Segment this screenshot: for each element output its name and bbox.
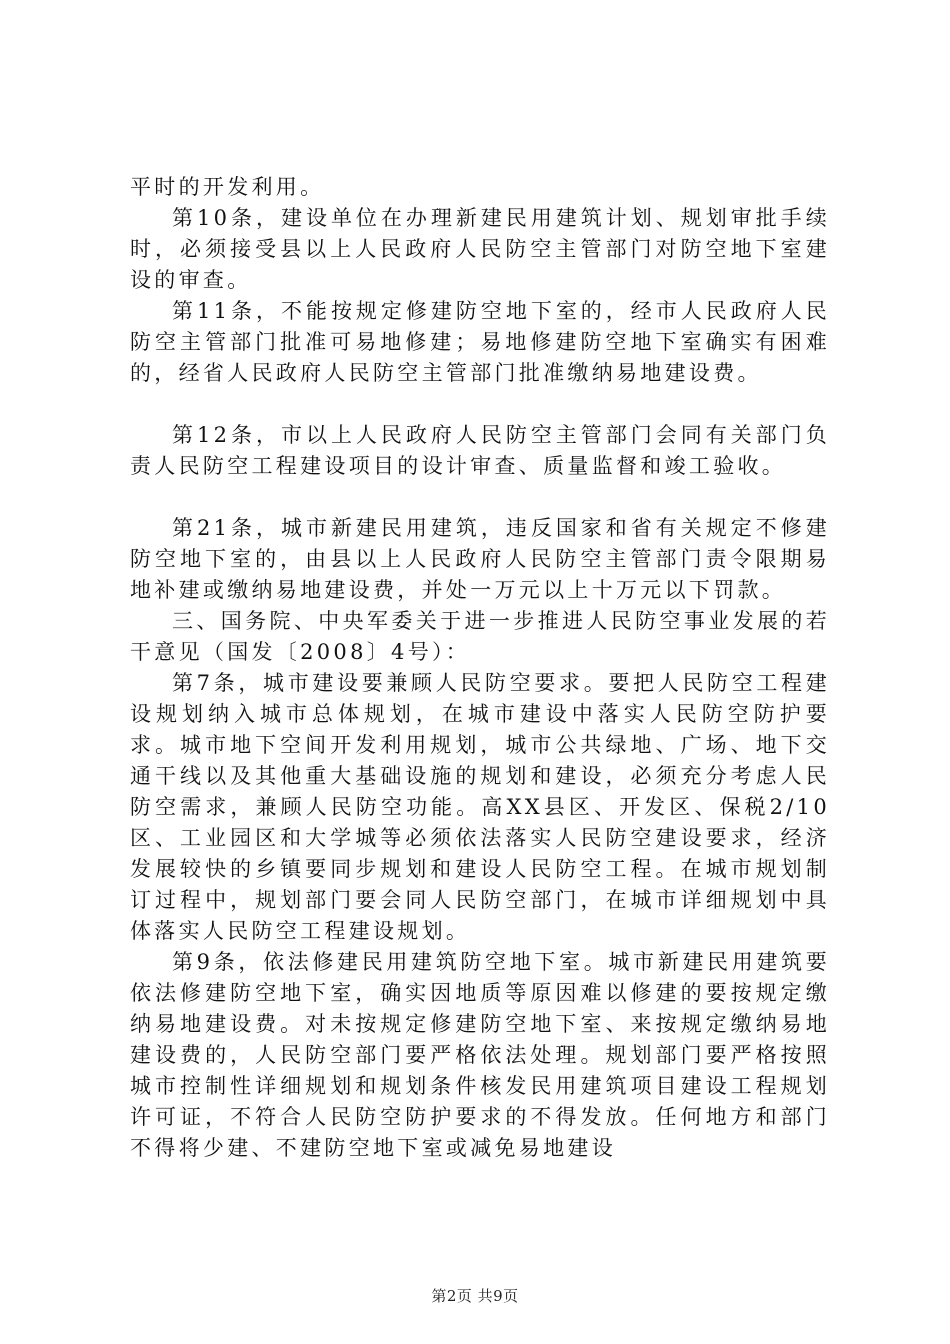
paragraph-article-12: 第12条，市以上人民政府人民防空主管部门会同有关部门负责人民防空工程建设项目的设计审查、质量监督和竣工验收。 [130,423,830,478]
paragraph-article-21: 第21条，城市新建民用建筑，违反国家和省有关规定不修建防空地下室的，由县以上人民政府人民防空主管部门责令限期易地补建或缴纳易地建设费，并处一万元以上十万元以下罚款。 [130,516,830,602]
section-heading-3: 三、国务院、中央军委关于进一步推进人民防空事业发展的若干意见（国发〔2008〕4号）： [130,609,830,664]
document-body [130,172,830,1164]
page-number-label: 第2页 共9页 [431,1287,519,1305]
paragraph-article-11: 第11条，不能按规定修建防空地下室的，经市人民政府人民防空主管部门批准可易地修建；易地修建防空地下室确实有困难的，经省人民政府人民防空主管部门批准缴纳易地建设费。 [130,299,830,385]
paragraph-article-9: 第9条，依法修建民用建筑防空地下室。城市新建民用建筑要依法修建防空地下室，确实因地质等原因难以修建的要按规定缴纳易地建设费。对未按规定修建防空地下室、来按规定缴纳易地建设费的，人民防空部门要严格依法处理。规划部门要严格按照城市控制性详细规划和规划条件核发民用建筑项目建设工程规划许可证，不符合人民防空防护要求的不得发放。任何地方和部门不得将少建、不建防空地下室或减免易地建设 [130,950,830,1160]
paragraph-article-7: 第7条，城市建设要兼顾人民防空要求。要把人民防空工程建设规划纳入城市总体规划，在城市建设中落实人民防空防护要求。城市地下空间开发利用规划，城市公共绿地、广场、地下交通干线以及其他重大基础设施的规划和建设，必须充分考虑人民防空需求，兼顾人民防空功能。高XX县区、开发区、保税2/10区、工业园区和大学城等必须依法落实人民防空建设要求，经济发展较快的乡镇要同步规划和建设人民防空工程。在城市规划制订过程中，规划部门要会同人民防空部门，在城市详细规划中具体落实人民防空工程建设规划。 [130,671,830,943]
page-footer [0,1285,950,1306]
paragraph-article-10: 第10条，建设单位在办理新建民用建筑计划、规划审批手续时，必须接受县以上人民政府人民防空主管部门对防空地下室建设的审查。 [130,206,830,292]
paragraph-1: 平时的开发利用。 [130,175,325,199]
